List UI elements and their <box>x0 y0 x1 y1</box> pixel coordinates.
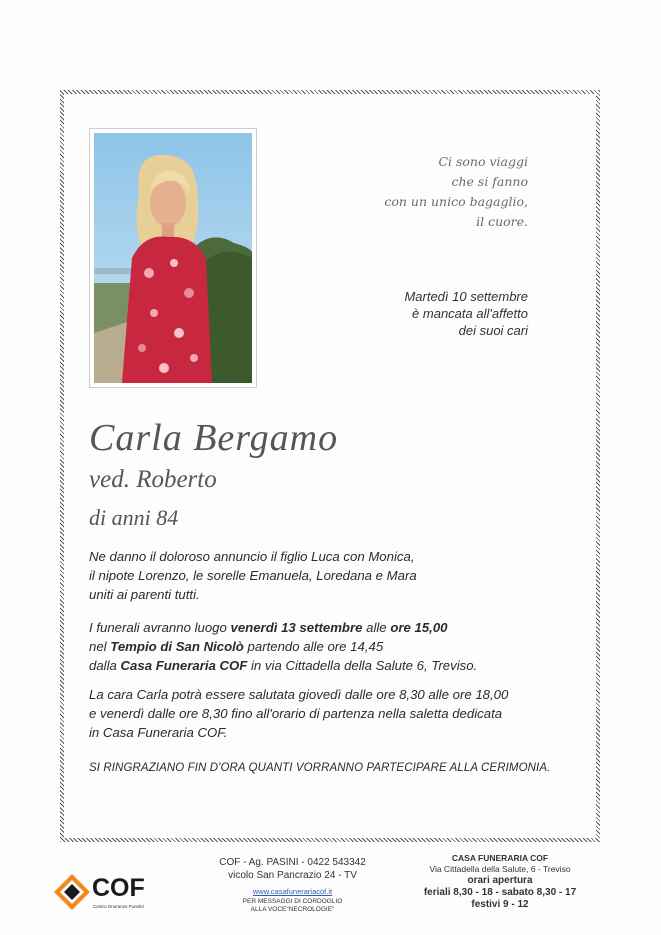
deceased-name: Carla Bergamo <box>89 417 339 459</box>
visitation-line: La cara Carla potrà essere salutata giovedì dalle ore 8,30 alle ore 18,00 <box>89 687 509 702</box>
widow-of: ved. Roberto <box>89 466 217 493</box>
portrait-image <box>94 133 252 383</box>
funeral-church: Tempio di San Nicolò <box>110 639 244 654</box>
thanks-line: SI RINGRAZIANO FIN D'ORA QUANTI VORRANNO PARTECIPARE ALLA CERIMONIA. <box>89 762 551 774</box>
funeral-text: dalla <box>89 658 121 673</box>
visitation-line: in Casa Funeraria COF. <box>89 725 228 740</box>
hours-holiday: festivi 9 - 12 <box>471 899 529 910</box>
agency-line: vicolo San Pancrazio 24 - TV <box>228 870 357 881</box>
diamond-logo-icon <box>52 872 92 912</box>
visitation-line: e venerdì dalle ore 8,30 fino all'orario di partenza nella saletta dedicata <box>89 706 503 721</box>
death-line: dei suoi cari <box>458 323 528 338</box>
funeral-date: venerdì 13 settembre <box>230 620 363 635</box>
hours-weekday: feriali 8,30 - 18 - sabato 8,30 - 17 <box>423 887 577 898</box>
agency-line: COF - Ag. PASINI - 0422 543342 <box>219 857 366 868</box>
funeral-home-title: CASA FUNERARIA COF <box>451 853 549 863</box>
visitation-paragraph <box>89 685 584 742</box>
logo-wordmark: COF <box>92 874 145 902</box>
announcement-line: uniti ai parenti tutti. <box>89 587 200 602</box>
cof-logo <box>52 870 172 916</box>
death-line: è mancata all'affetto <box>412 306 528 321</box>
funeral-home: Casa Funeraria COF <box>120 658 248 673</box>
poem-quote <box>384 152 528 232</box>
deceased-age: di anni 84 <box>89 505 179 530</box>
agency-info <box>205 856 380 914</box>
funeral-line <box>89 637 584 656</box>
hours-title: orari apertura <box>467 875 533 886</box>
death-line: Martedì 10 settembre <box>404 289 528 304</box>
funeral-home-address: Via Cittadella della Salute, 6 - Treviso <box>429 864 571 874</box>
portrait-photo <box>89 128 257 388</box>
funeral-text: alle <box>362 620 391 635</box>
funeral-home-info <box>410 853 590 911</box>
funeral-time: ore 15,00 <box>390 620 448 635</box>
quote-line: che si fanno <box>451 174 528 189</box>
announcement-line: il nipote Lorenzo, le sorelle Emanuela, Loredana e Mara <box>89 568 417 583</box>
agency-note: PER MESSAGGI DI CORDOGLIO <box>242 898 343 905</box>
website-link[interactable]: www.casafunerariacof.it <box>252 887 333 896</box>
quote-line: il cuore. <box>476 214 528 229</box>
death-notice <box>404 288 528 339</box>
quote-line: Ci sono viaggi <box>438 154 528 169</box>
funeral-text: in via Cittadella della Salute 6, Treviso. <box>247 658 478 673</box>
funeral-text: partendo alle ore 14,45 <box>243 639 384 654</box>
funeral-paragraph <box>89 618 584 675</box>
funeral-text: nel <box>89 639 111 654</box>
agency-note: ALLA VOCE"NECROLOGIE" <box>250 906 335 913</box>
quote-line: con un unico bagaglio, <box>384 194 528 209</box>
funeral-line <box>89 656 584 675</box>
funeral-line <box>89 618 584 637</box>
announcement-paragraph <box>89 547 584 604</box>
announcement-line: Ne danno il doloroso annuncio il figlio Luca con Monica, <box>89 549 415 564</box>
funeral-text: I funerali avranno luogo <box>89 620 231 635</box>
logo-subtitle: Centro Onoranze Funebri <box>93 904 145 909</box>
